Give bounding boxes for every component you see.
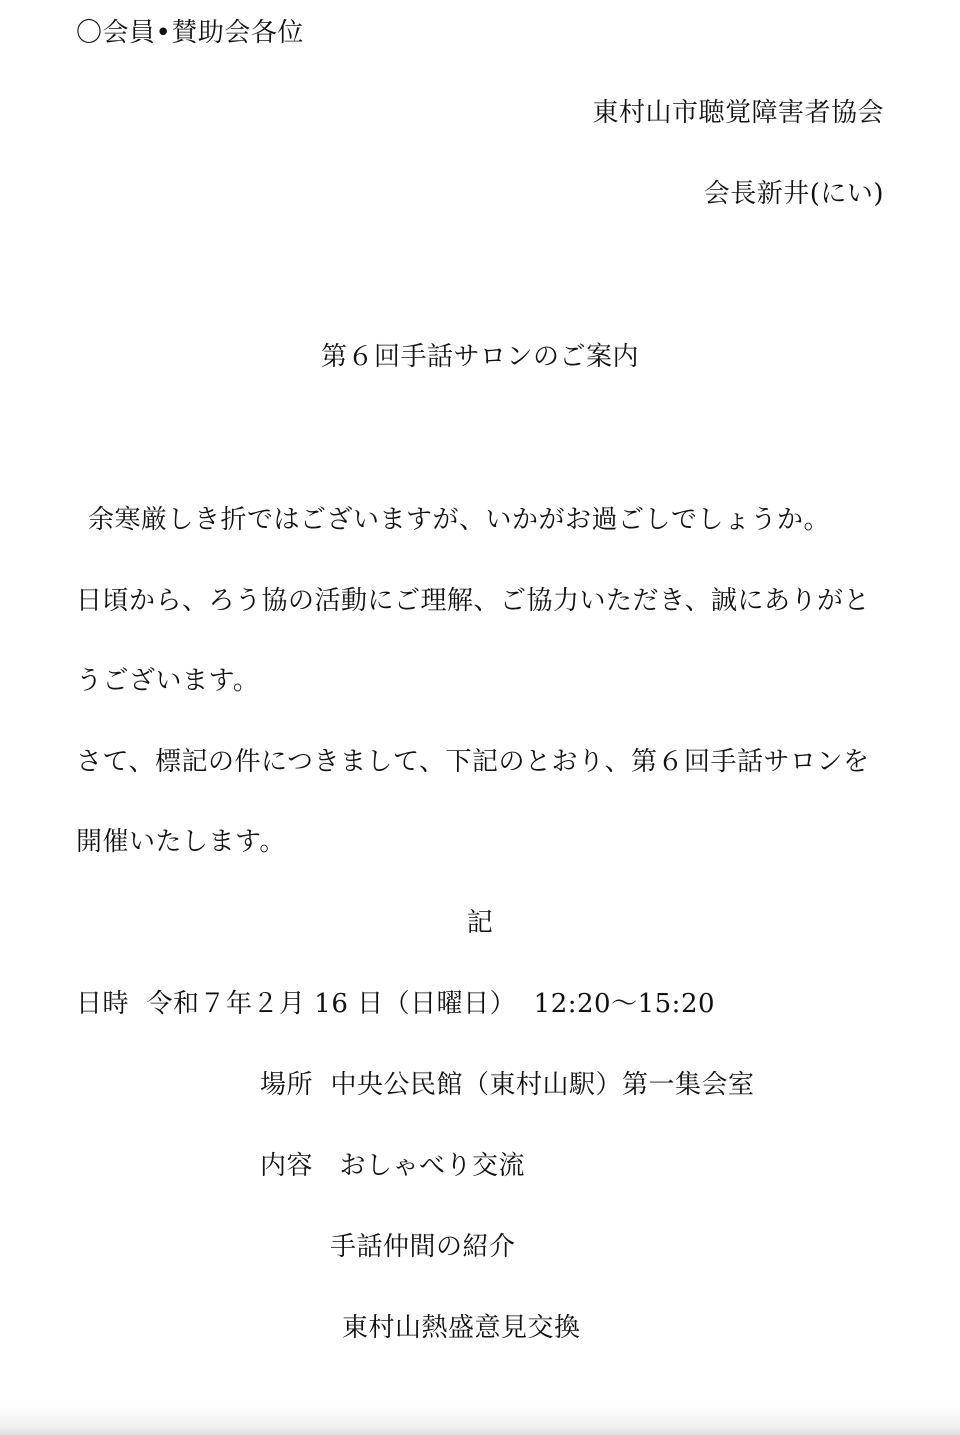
content-line: 内容 おしゃべり交流: [260, 1151, 526, 1181]
content-item: 手話仲間の紹介: [330, 1232, 516, 1262]
place-line: 場所 中央公民館（東村山駅）第一集会室: [260, 1070, 755, 1100]
body-paragraph-line: さて、標記の件につきまして、下記のとおり、第６回手話サロンを: [76, 747, 870, 777]
body-paragraph-line: うございます。: [76, 666, 260, 696]
datetime-line: 日時 令和７年２月 16 日（日曜日） 12:20〜15:20: [76, 989, 716, 1019]
addressee-line: 〇会員•賛助会各位: [76, 18, 304, 48]
body-paragraph-line: 開催いたします。: [76, 827, 286, 857]
document-title: 第６回手話サロンのご案内: [320, 342, 639, 372]
body-paragraph-line: 日頃から、ろう協の活動にご理解、ご協力いただき、誠にありがと: [76, 586, 870, 616]
ki-heading: 記: [466, 908, 494, 938]
body-paragraph-line: 余寒厳しき折ではございますが、いかがお過ごしでしょうか。: [88, 505, 831, 535]
content-item: 東村山熱盛意見交換: [342, 1313, 581, 1343]
sender-organization: 東村山市聴覚障害者協会: [592, 98, 884, 128]
page-bottom-shadow: [0, 1405, 960, 1435]
sender-name: 会長新井(にい): [703, 179, 884, 209]
